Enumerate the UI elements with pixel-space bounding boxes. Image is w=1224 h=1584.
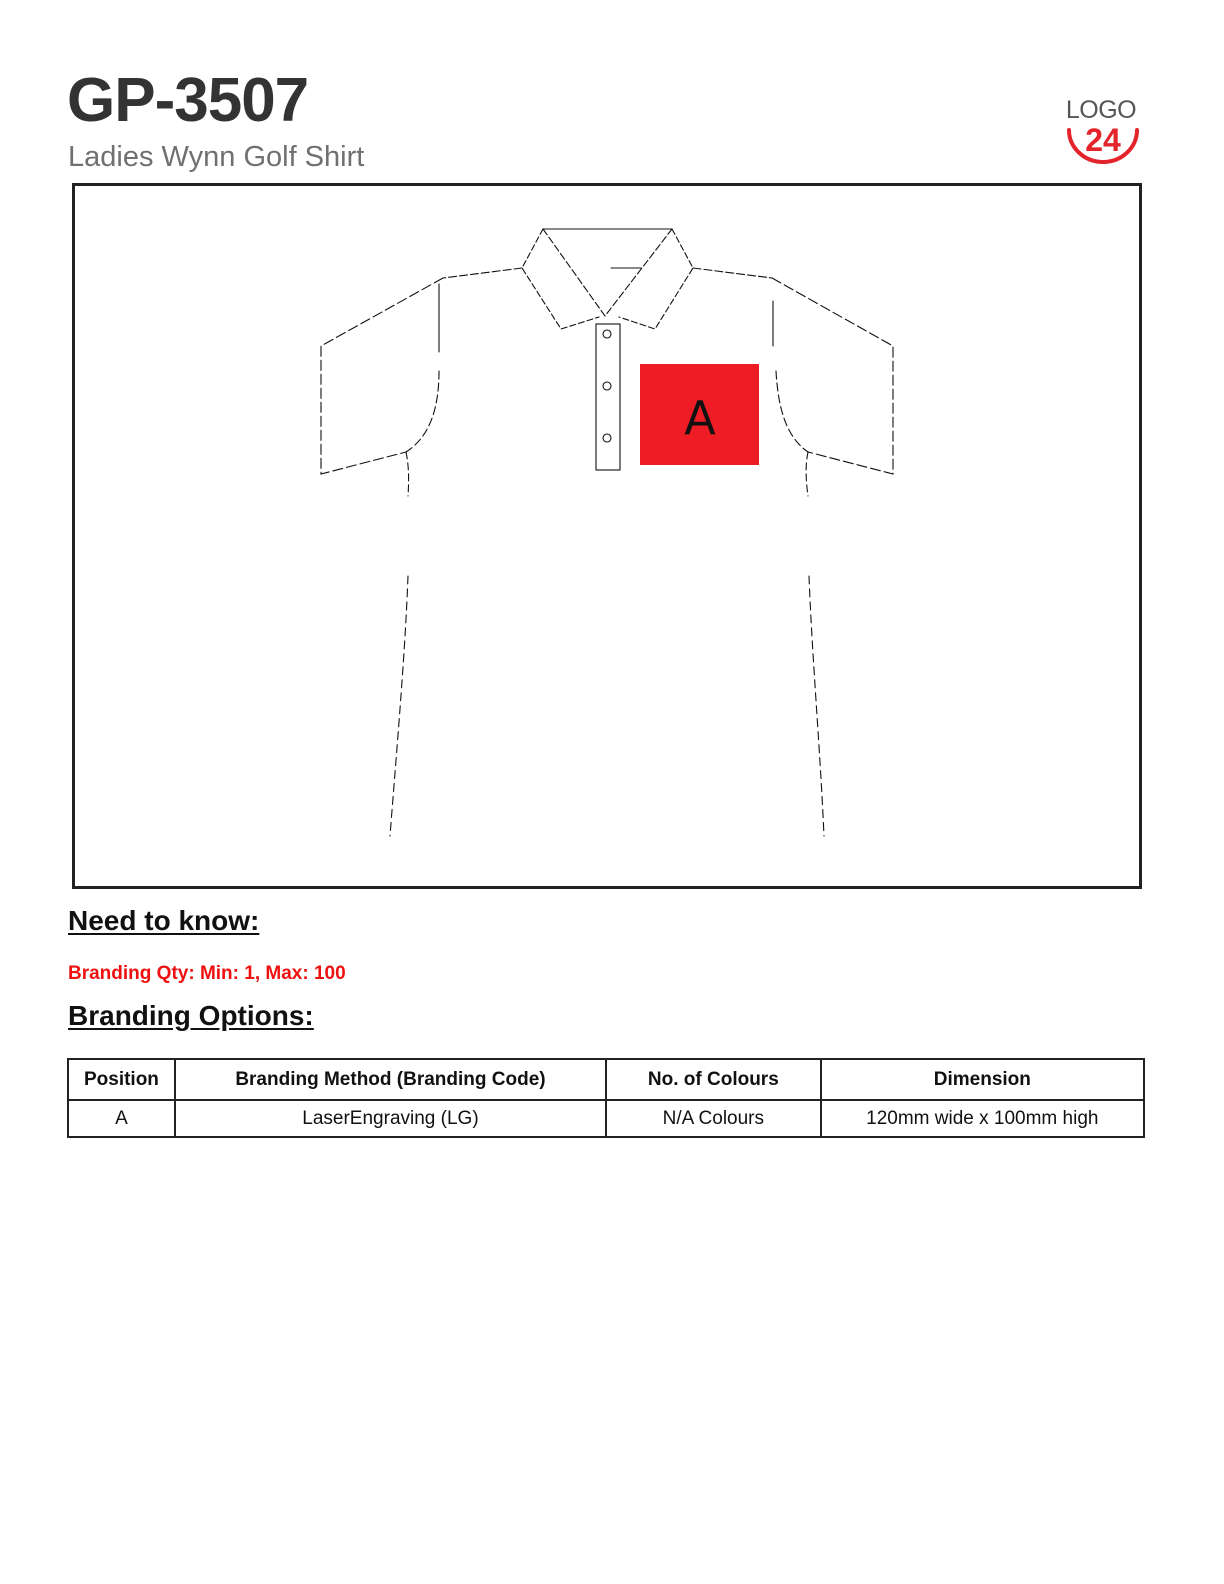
- svg-text:24: 24: [1085, 122, 1121, 158]
- cell-position: A: [68, 1100, 175, 1137]
- table-header-row: [68, 1059, 1144, 1100]
- need-to-know-heading: Need to know:: [68, 905, 260, 936]
- col-header-colours: No. of Colours: [606, 1059, 821, 1100]
- svg-text:LOGO: LOGO: [1065, 96, 1137, 124]
- polo-shirt-illustration: [75, 186, 1139, 886]
- product-code: GP-3507: [67, 66, 309, 135]
- col-header-position: Position: [68, 1059, 175, 1100]
- branding-qty-note: Branding Qty: Min: 1, Max: 100: [68, 963, 346, 984]
- col-header-method: Branding Method (Branding Code): [175, 1059, 606, 1100]
- garment-diagram: [72, 183, 1142, 889]
- logo24-icon: [1064, 86, 1142, 166]
- cell-method: LaserEngraving (LG): [175, 1100, 606, 1137]
- branding-area-label: A: [684, 391, 716, 445]
- cell-dimension: 120mm wide x 100mm high: [821, 1100, 1144, 1137]
- product-name: Ladies Wynn Golf Shirt: [68, 141, 365, 173]
- table-row: [68, 1100, 1144, 1137]
- col-header-dimension: Dimension: [821, 1059, 1144, 1100]
- brand-logo: [1064, 86, 1142, 166]
- branding-options-heading: Branding Options:: [68, 1000, 314, 1031]
- cell-colours: N/A Colours: [606, 1100, 821, 1137]
- branding-options-table: [67, 1058, 1145, 1138]
